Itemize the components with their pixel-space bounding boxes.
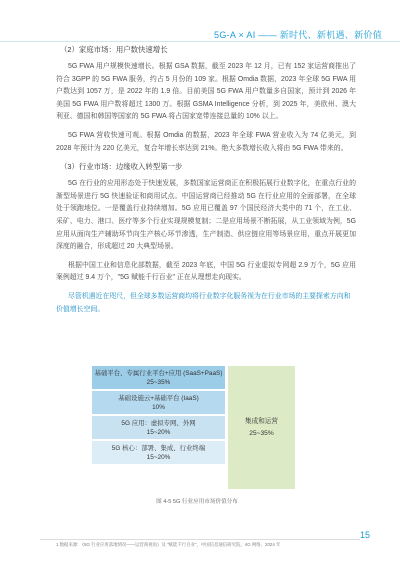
figure-left-column bbox=[92, 366, 225, 466]
section-heading-home-market: （2）家庭市场：用户数快速增长 bbox=[60, 45, 168, 54]
page-header-title: 5G-A × AI —— 新时代、新机遇、新价值 bbox=[214, 30, 382, 40]
figure-box-infrastructure bbox=[92, 391, 225, 414]
paragraph-opportunity-note: 尽管机遇近在咫尺，但全球多数运营商均将行业数字化服务视为在行业市场的主要探索方向和价值增长空间。 bbox=[56, 292, 351, 313]
figure-box-platform bbox=[92, 366, 225, 389]
figure-caption: 图 4-5 5G 行业应用市场价值分布 bbox=[156, 499, 238, 505]
footnote: 1 数据来源: 《5G 行业应用落地情况——运营商视角》及 "赋能千行百业"，中国信息通信研究院，4G 网络、2024 年 bbox=[56, 542, 281, 547]
footer-divider bbox=[40, 539, 360, 540]
figure-box-5g-application-value: 15~20% bbox=[146, 428, 171, 436]
figure-box-infrastructure-value: 10% bbox=[152, 403, 165, 411]
figure-box-platform-label: 基础平台、专属行业平台+应用 (SaaS+PaaS) bbox=[94, 369, 223, 377]
paragraph-fwa-users: 5G FWA 用户规模快速增长。根据 GSA 数据，截至 2023 年 12 月，已有 152 家运营商推出了符合 3GPP 的 5G FWA 服务，约占 5 月份的 109 家。根据 Omdia 数据，2023 年全球 5G FWA 用户数达到 1057 万，是 2022 年的 1.9 倍。目前美国 5G FWA 用户数量多自国家，预计到 2026 年美国 5G FWA 用户数将超过 1300 万。根据 GSMA Intelligence 分析，到 2025 年，美欧州、澳大利亚、德国和韩国等国家的 5G FWA 将占国家宽带连接总量的 10% 以上。 bbox=[56, 63, 356, 121]
figure-box-infrastructure-label: 基础设施云+基础平台 (IaaS) bbox=[118, 394, 199, 402]
page-number: 15 bbox=[359, 530, 370, 540]
paragraph-industry-applications: 5G 在行业的应用形态处于快速发展，多数国家运营商正在积极拓展行业数字化，在重点行业的渐型场景进行 5G 快速验证和商用试点。中国运营商已经推动 5G 在行业应用的全面部署，在全球处于领跑地位。一是覆盖行业持续增加。5G 应用已覆盖 97 个国民经济大类中的 71 个，在工业、采矿、电力、港口、医疗等多个行业实现规模复制；二是应用场景不断拓展，从工业领域为例，5G 应用从面向生产辅助环节向生产核心环节渗透，生产制造、供应链应用等场景应用，重点开展更加深度的融合，形成超过 20 大典型场景。 bbox=[56, 180, 356, 251]
main-content bbox=[56, 44, 356, 322]
figure-box-5g-core bbox=[92, 441, 225, 464]
figure-box-5g-core-label: 5G 核心：部署、集成、行业终端 bbox=[111, 444, 206, 452]
figure-box-integration-label: 集成和运营 bbox=[245, 417, 278, 425]
figure-box-5g-application-label: 5G 应用：虚拟专网、外网 bbox=[121, 419, 196, 427]
paragraph-fwa-revenue: 5G FWA 营收快速可观。根据 Omdia 的数据，2023 年全球 FWA 营业收入为 74 亿美元，到 2028 年预计为 220 亿美元，复合年增长率达到 21%。绝大多数增长收入将由 5G FWA 带来的。 bbox=[56, 131, 356, 152]
figure-box-platform-value: 25~35% bbox=[146, 378, 171, 386]
figure-box-5g-core-value: 15~20% bbox=[146, 453, 171, 461]
figure-box-integration bbox=[228, 366, 295, 489]
figure-box-integration-value: 25~35% bbox=[249, 429, 274, 437]
header-divider bbox=[0, 41, 400, 42]
paragraph-industry-stats: 根据中国工业和信息化部数据，截至 2023 年底，中国 5G 行业虚拟专网超 2.9 万个，5G 应用案例超过 9.4 万个，"5G 赋能千行百业" 正在从理想走向现实。 bbox=[56, 261, 356, 282]
section-heading-industry-market: （3）行业市场：边缘收入转型第一步 bbox=[60, 162, 183, 172]
figure-box-5g-application bbox=[92, 416, 225, 439]
